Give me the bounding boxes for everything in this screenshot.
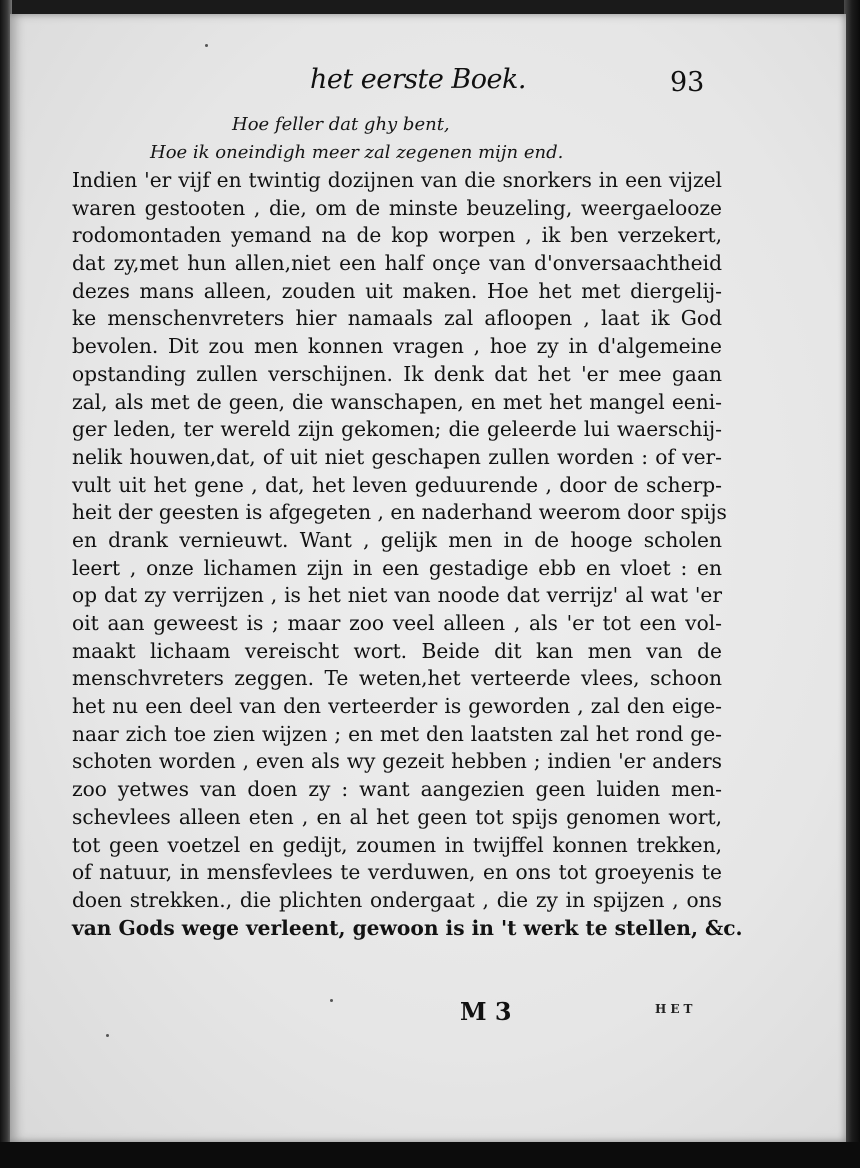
text-line: op dat zy verrijzen , is het niet van noode dat verrijz' al wat 'er: [72, 583, 722, 608]
text-line: zoo yetwes van doen zy : want aangezien geen luiden men-: [72, 777, 722, 802]
text-line: schevlees alleen eten , en al het geen tot spijs genomen wort,: [72, 804, 722, 829]
text-line: dezes mans alleen, zouden uit maken. Hoe het met diergelij-: [72, 278, 722, 303]
text-line: Indien 'er vijf en twintig dozijnen van die snorkers in een vijzel: [72, 168, 722, 192]
paper-speck: [106, 1034, 109, 1037]
verse-line: Hoe feller dat ghy bent,: [232, 114, 450, 135]
text-line: naar zich toe zien wijzen ; en met den laatsten zal het rond ge-: [72, 721, 722, 746]
text-line: rodomontaden yemand na de kop worpen , ik ben verzekert,: [72, 223, 722, 248]
text-line: leert , onze lichamen zijn in een gestadige ebb en vloet : en: [72, 555, 722, 580]
paper-speck: [330, 999, 333, 1002]
text-line: menschvreters zeggen. Te weten,het verteerde vlees, schoon: [72, 666, 722, 691]
scan-background-bottom: [0, 1142, 860, 1168]
verse-line: Hoe ik oneindigh meer zal zegenen mijn end.: [150, 142, 564, 163]
text-line: en drank vernieuwt. Want , gelijk men in de hooge scholen: [72, 527, 722, 552]
text-line: dat zy,met hun allen,niet een half onçe van d'onversaachtheid: [72, 251, 722, 276]
text-line: of natuur, in mensfevlees te verduwen, en ons tot groeyenis te: [72, 860, 722, 885]
text-line: het nu een deel van den verteerder is geworden , zal den eige-: [72, 694, 722, 719]
text-line: zal, als met de geen, die wanschapen, en met het mangel eeni-: [72, 389, 722, 414]
book-edge-right: [844, 0, 860, 1168]
paper-speck: [205, 44, 208, 47]
text-line: doen strekken., die plichten ondergaat , die zy in spijzen , ons: [72, 887, 722, 912]
signature-mark: M 3: [460, 997, 512, 1026]
body-text: [72, 167, 743, 942]
running-head: het eerste Boek.: [310, 64, 526, 95]
text-line: oit aan geweest is ; maar zoo veel alleen , als 'er tot een vol-: [72, 611, 722, 635]
text-line: ke menschenvreters hier namaals zal afloopen , laat ik God: [72, 306, 722, 331]
text-line: waren gestooten , die, om de minste beuzeling, weergaelooze: [72, 195, 722, 220]
page-number: 93: [670, 67, 705, 98]
text-line: tot geen voetzel en gedijt, zoumen in twijffel konnen trekken,: [72, 832, 722, 857]
text-line: schoten worden , even als wy gezeit hebben ; indien 'er anders: [72, 749, 722, 774]
text-line: nelik houwen,dat, of uit niet geschapen zullen worden : of ver-: [72, 444, 722, 469]
text-line: opstanding zullen verschijnen. Ik denk dat het 'er mee gaan: [72, 361, 722, 386]
text-line: bevolen. Dit zou men konnen vragen , hoe zy in d'algemeine: [72, 334, 722, 359]
text-line: maakt lichaam vereischt wort. Beide dit kan men van de: [72, 638, 722, 663]
text-line: ger leden, ter wereld zijn gekomen; die geleerde lui waerschij-: [72, 417, 722, 442]
catchword: HET: [655, 1002, 697, 1016]
text-line: van Gods wege verleent, gewoon is in 't werk te stellen, &c.: [72, 915, 743, 940]
book-page: [10, 14, 846, 1142]
text-line: vult uit het gene , dat, het leven geduurende , door de scherp-: [72, 472, 722, 497]
text-line: heit der geesten is afgegeten , en naderhand weerom door spijs: [72, 500, 727, 525]
